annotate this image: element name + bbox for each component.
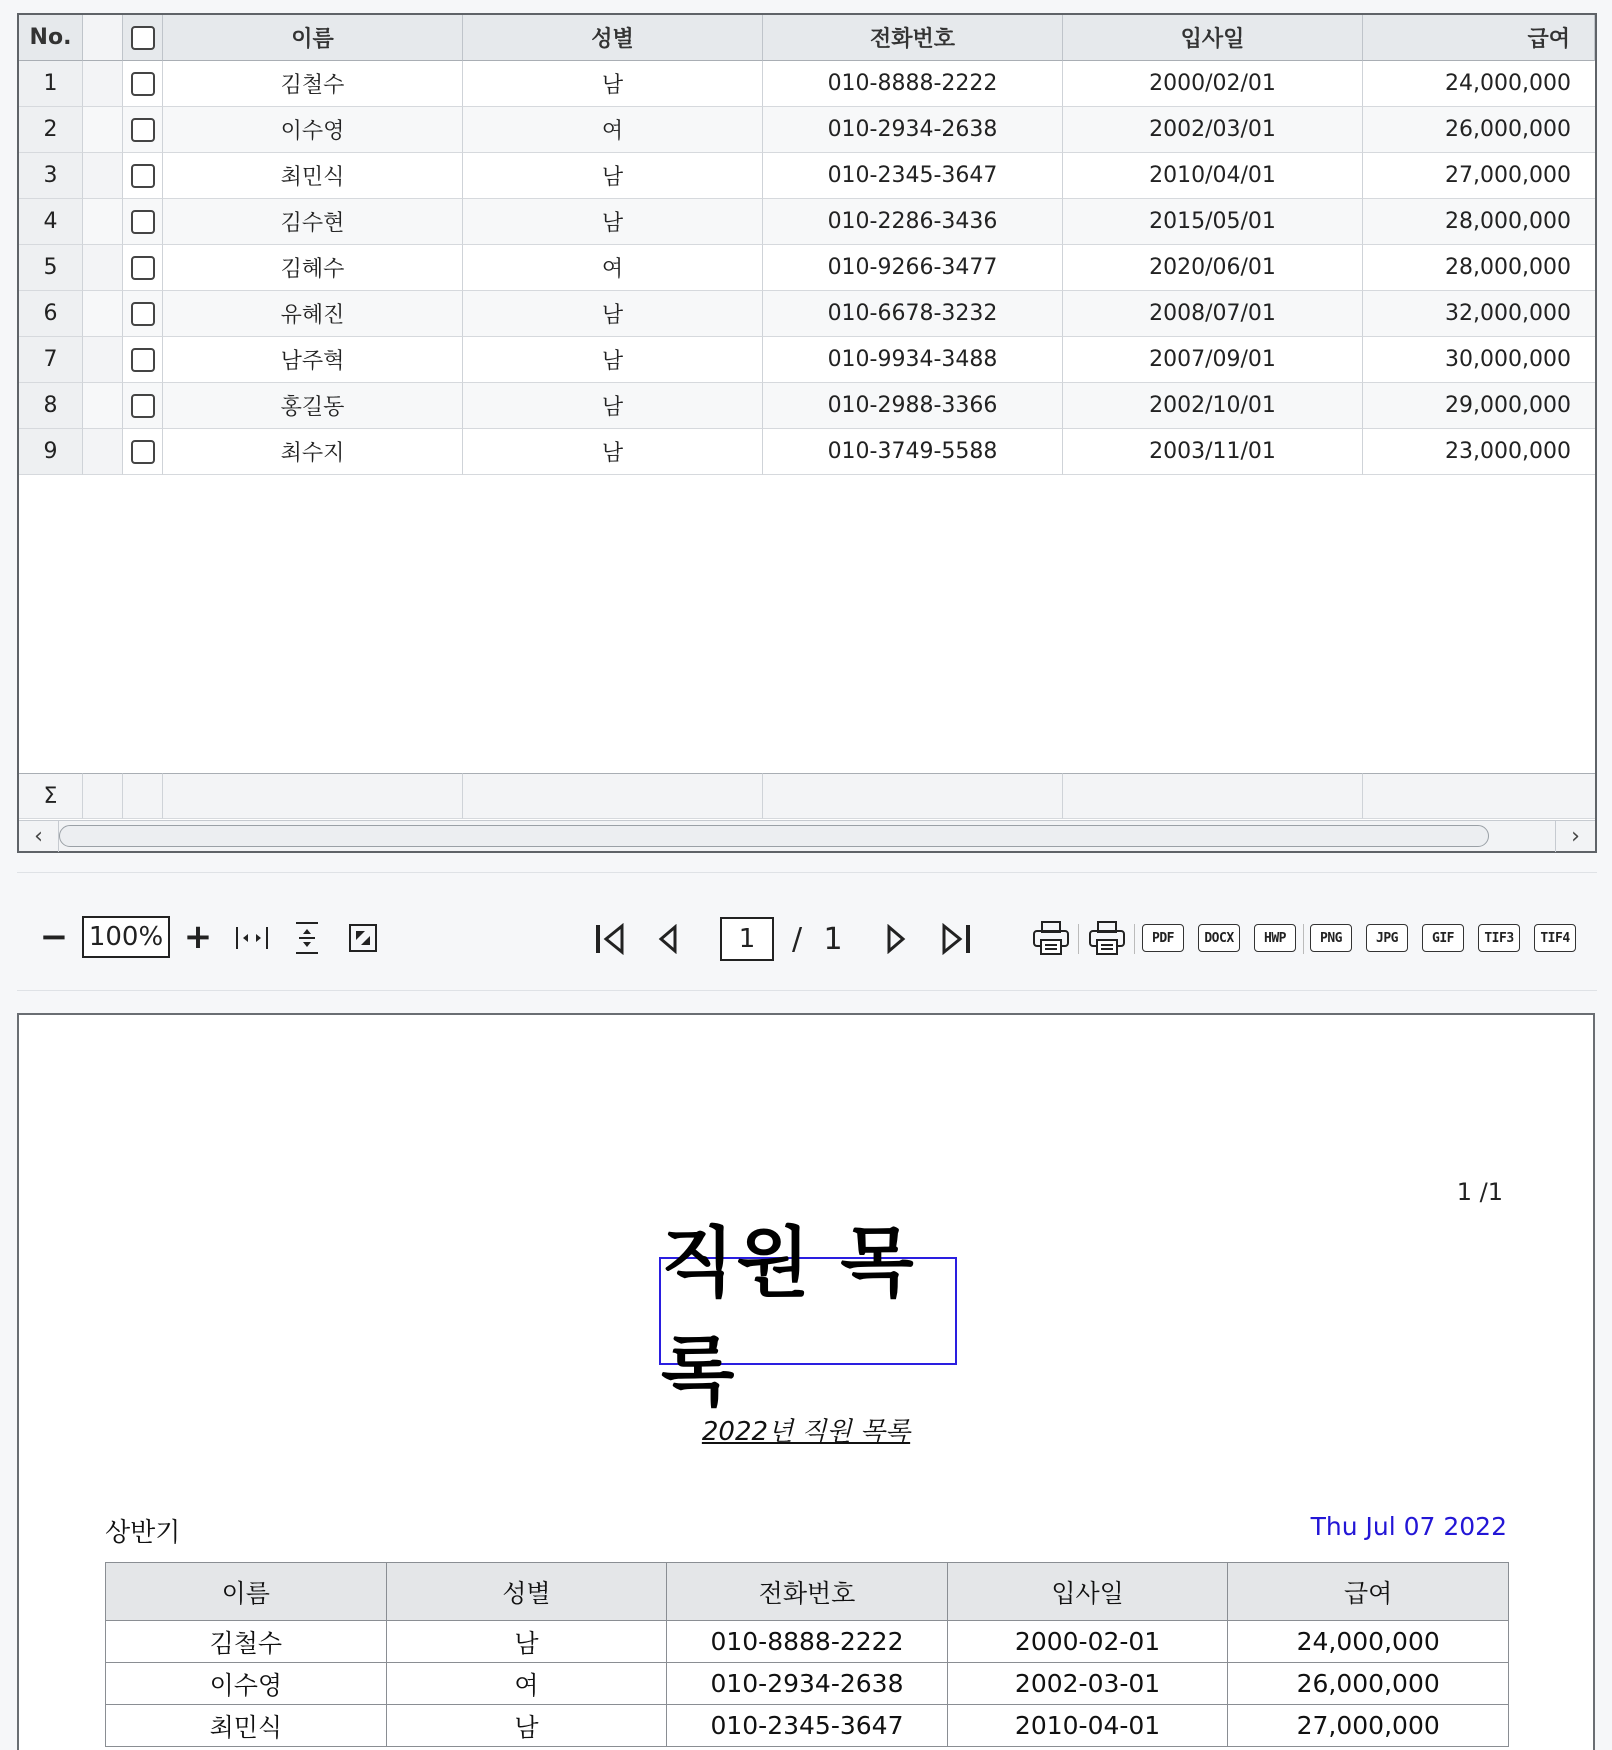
print-icon[interactable] [1029,918,1073,958]
report-col-salary: 급여 [1228,1563,1509,1621]
page-separator: / [791,921,803,957]
cell-name[interactable]: 이수영 [163,107,463,153]
header-salary[interactable]: 급여 [1363,15,1595,61]
fit-page-icon[interactable] [345,920,381,956]
report-cell: 최민식 [106,1705,387,1747]
row-checkbox[interactable] [131,348,155,372]
cell-no: 5 [19,245,83,291]
report-section-label: 상반기 [105,1518,181,1548]
cell-date[interactable]: 2007/09/01 [1063,337,1363,383]
jpg-icon: JPG [1366,924,1408,952]
cell-sex[interactable]: 여 [463,245,763,291]
table-row[interactable] [19,337,1595,383]
header-name[interactable]: 이름 [163,15,463,61]
summary-cell [1063,773,1363,819]
summary-cell [123,773,163,819]
cell-date[interactable]: 2003/11/01 [1063,429,1363,475]
divider [17,990,1597,991]
export-jpg-button[interactable] [1365,920,1409,956]
cell-tel[interactable]: 010-2286-3436 [763,199,1063,245]
header-no[interactable]: No. [19,15,83,61]
table-row[interactable] [19,61,1595,107]
cell-check[interactable] [123,429,163,475]
cell-check[interactable] [123,61,163,107]
scroll-right-icon[interactable]: › [1555,821,1595,852]
row-checkbox[interactable] [131,440,155,464]
cell-name[interactable]: 김혜수 [163,245,463,291]
cell-salary[interactable]: 30,000,000 [1363,337,1595,383]
cell-salary[interactable]: 29,000,000 [1363,383,1595,429]
cell-no: 7 [19,337,83,383]
employee-grid [17,13,1597,853]
report-page-indicator: 1 /1 [1456,1178,1503,1206]
report-row [106,1621,1509,1663]
cell-sex[interactable]: 남 [463,337,763,383]
cell-tel[interactable]: 010-8888-2222 [763,61,1063,107]
row-indicator [83,383,123,429]
cell-date[interactable]: 2008/07/01 [1063,291,1363,337]
report-table-header [106,1563,1509,1621]
row-checkbox[interactable] [131,302,155,326]
grid-summary-row [19,773,1595,819]
cell-date[interactable]: 2010/04/01 [1063,153,1363,199]
tif4-icon: TIF4 [1534,924,1576,952]
report-title: 직원 목록 [661,1218,916,1416]
row-checkbox[interactable] [131,164,155,188]
report-cell: 26,000,000 [1228,1663,1509,1705]
header-indicator [83,15,123,61]
report-cell: 여 [386,1663,667,1705]
summary-cell [163,773,463,819]
cell-check[interactable] [123,107,163,153]
page-total: 1 [823,921,843,957]
report-cell: 27,000,000 [1228,1705,1509,1747]
table-row[interactable] [19,291,1595,337]
report-cell: 김철수 [106,1621,387,1663]
report-cell: 이수영 [106,1663,387,1705]
cell-check[interactable] [123,245,163,291]
pdf-icon: PDF [1142,924,1184,952]
cell-no: 3 [19,153,83,199]
report-viewer-toolbar [17,900,1597,976]
cell-no: 4 [19,199,83,245]
hwp-icon: HWP [1254,924,1296,952]
scrollbar-thumb[interactable] [59,825,1489,847]
tif3-icon: TIF3 [1478,924,1520,952]
cell-name[interactable]: 최수지 [163,429,463,475]
report-row [106,1663,1509,1705]
row-indicator [83,107,123,153]
export-tif4-button[interactable] [1533,920,1577,956]
report-col-sex: 성별 [386,1563,667,1621]
cell-name[interactable]: 유혜진 [163,291,463,337]
table-row[interactable] [19,429,1595,475]
cell-sex[interactable]: 여 [463,107,763,153]
table-row[interactable] [19,245,1595,291]
scroll-left-icon[interactable]: ‹ [19,821,59,852]
prev-page-icon[interactable] [651,920,685,958]
table-row[interactable] [19,107,1595,153]
row-indicator [83,429,123,475]
toolbar-separator [1134,924,1135,954]
toolbar-separator [1078,924,1079,954]
cell-salary[interactable]: 28,000,000 [1363,245,1595,291]
summary-cell [83,773,123,819]
cell-date[interactable]: 2002/03/01 [1063,107,1363,153]
report-cell: 2002-03-01 [947,1663,1228,1705]
report-cell: 남 [386,1621,667,1663]
summary-cell [1363,773,1595,819]
cell-no: 6 [19,291,83,337]
cell-check[interactable] [123,153,163,199]
row-indicator [83,291,123,337]
cell-date[interactable]: 2002/10/01 [1063,383,1363,429]
export-png-button[interactable] [1309,920,1353,956]
cell-tel[interactable]: 010-2934-2638 [763,107,1063,153]
horizontal-scrollbar[interactable] [19,820,1595,851]
cell-check[interactable] [123,337,163,383]
cell-name[interactable]: 남주혁 [163,337,463,383]
cell-salary[interactable]: 32,000,000 [1363,291,1595,337]
cell-tel[interactable]: 010-2345-3647 [763,153,1063,199]
cell-no: 8 [19,383,83,429]
cell-sex[interactable]: 남 [463,383,763,429]
print-direct-icon[interactable] [1085,918,1129,958]
row-checkbox[interactable] [131,394,155,418]
cell-name[interactable]: 홍길동 [163,383,463,429]
cell-sex[interactable]: 남 [463,199,763,245]
report-cell: 24,000,000 [1228,1621,1509,1663]
docx-icon: DOCX [1198,924,1240,952]
cell-no: 9 [19,429,83,475]
cell-salary[interactable]: 26,000,000 [1363,107,1595,153]
cell-no: 1 [19,61,83,107]
cell-date[interactable]: 2020/06/01 [1063,245,1363,291]
export-docx-button[interactable] [1197,920,1241,956]
row-checkbox[interactable] [131,210,155,234]
cell-salary[interactable]: 28,000,000 [1363,199,1595,245]
cell-salary[interactable]: 27,000,000 [1363,153,1595,199]
report-title-box[interactable] [659,1218,957,1416]
report-cell: 남 [386,1705,667,1747]
report-cell: 2000-02-01 [947,1621,1228,1663]
first-page-icon[interactable] [591,920,631,958]
row-indicator [83,199,123,245]
cell-name[interactable]: 최민식 [163,153,463,199]
select-all-checkbox[interactable] [131,26,155,50]
report-date: Thu Jul 07 2022 [1310,1512,1507,1541]
report-col-name: 이름 [106,1563,387,1621]
zoom-input[interactable]: 100% [82,916,170,958]
export-gif-button[interactable] [1421,920,1465,956]
report-cell: 2010-04-01 [947,1705,1228,1747]
row-checkbox[interactable] [131,72,155,96]
cell-sex[interactable]: 남 [463,429,763,475]
zoom-in-button[interactable]: + [183,917,213,957]
summary-cell [763,773,1063,819]
report-cell: 010-2345-3647 [667,1705,948,1747]
header-date[interactable]: 입사일 [1063,15,1363,61]
cell-no: 2 [19,107,83,153]
cell-check[interactable] [123,383,163,429]
cell-check[interactable] [123,291,163,337]
row-indicator [83,245,123,291]
cell-sex[interactable]: 남 [463,153,763,199]
fit-width-icon[interactable] [234,920,270,956]
gif-icon: GIF [1422,924,1464,952]
report-table [105,1562,1509,1747]
report-col-tel: 전화번호 [667,1563,948,1621]
report-cell: 010-8888-2222 [667,1621,948,1663]
row-checkbox[interactable] [131,256,155,280]
page-number-input[interactable]: 1 [720,917,774,961]
toolbar-separator [1303,924,1304,954]
cell-check[interactable] [123,199,163,245]
png-icon: PNG [1310,924,1352,952]
table-row[interactable] [19,153,1595,199]
cell-salary[interactable]: 24,000,000 [1363,61,1595,107]
cell-tel[interactable]: 010-6678-3232 [763,291,1063,337]
cell-tel[interactable]: 010-2988-3366 [763,383,1063,429]
table-row[interactable] [19,383,1595,429]
grid-header-row [19,15,1595,61]
cell-date[interactable]: 2000/02/01 [1063,61,1363,107]
header-select-all[interactable] [123,15,163,61]
cell-tel[interactable]: 010-9266-3477 [763,245,1063,291]
cell-tel[interactable]: 010-3749-5588 [763,429,1063,475]
row-indicator [83,153,123,199]
cell-tel[interactable]: 010-9934-3488 [763,337,1063,383]
report-cell: 010-2934-2638 [667,1663,948,1705]
export-tif3-button[interactable] [1477,920,1521,956]
row-indicator [83,337,123,383]
report-col-date: 입사일 [947,1563,1228,1621]
zoom-out-button[interactable]: − [39,917,69,957]
cell-name[interactable]: 김수현 [163,199,463,245]
cell-date[interactable]: 2015/05/01 [1063,199,1363,245]
divider [17,872,1597,873]
row-checkbox[interactable] [131,118,155,142]
cell-salary[interactable]: 23,000,000 [1363,429,1595,475]
summary-symbol: Σ [19,773,83,819]
summary-cell [463,773,763,819]
header-tel[interactable]: 전화번호 [763,15,1063,61]
table-row[interactable] [19,199,1595,245]
fit-height-icon[interactable] [289,920,325,956]
cell-name[interactable]: 김철수 [163,61,463,107]
header-sex[interactable]: 성별 [463,15,763,61]
report-subtitle: 2022년 직원 목록 [701,1417,911,1447]
cell-sex[interactable]: 남 [463,61,763,107]
last-page-icon[interactable] [935,920,975,958]
report-preview-page [17,1013,1595,1750]
report-row [106,1705,1509,1747]
next-page-icon[interactable] [879,920,913,958]
export-pdf-button[interactable] [1141,920,1185,956]
row-indicator [83,61,123,107]
export-hwp-button[interactable] [1253,920,1297,956]
cell-sex[interactable]: 남 [463,291,763,337]
